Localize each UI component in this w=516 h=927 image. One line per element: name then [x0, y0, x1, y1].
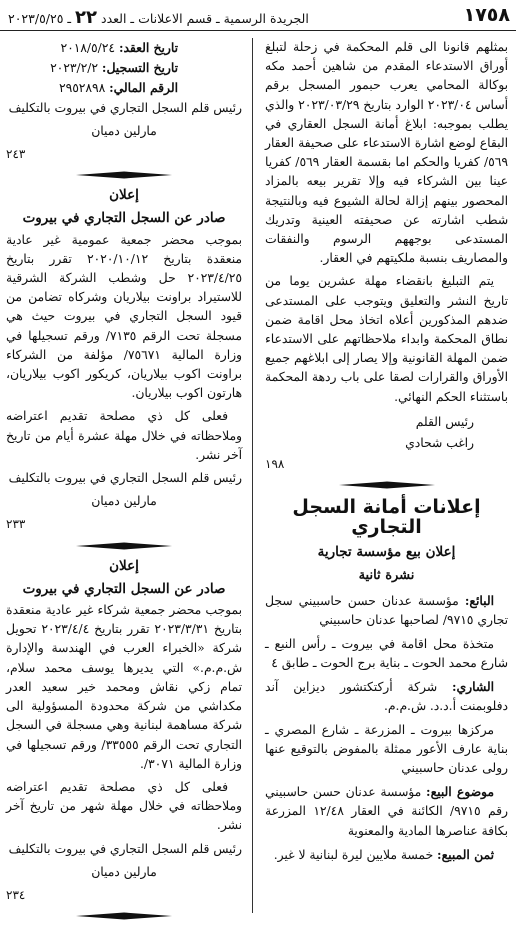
- journal-title: [8, 7, 309, 28]
- separator-ornament: [76, 170, 172, 180]
- registration-date-label: تاريخ التسجيل:: [101, 60, 178, 76]
- contract-date-label: تاريخ العقد:: [118, 40, 178, 55]
- registration-date-value: ٢٠٢٣/٢/٢: [50, 61, 98, 76]
- signature-name: راغب شحادي: [405, 436, 474, 451]
- price-value: خمسة ملايين ليرة لبنانية لا غير.: [273, 847, 434, 862]
- registrar-title: رئيس قلم السجل التجاري في بيروت بالتكليف: [8, 471, 242, 486]
- analytic-number-value: ٢٩٥٢٨٩٨: [58, 81, 106, 96]
- ad-paragraph: فعلى كل ذي مصلحة تقديم اعتراضه وملاحظاته في خلال مهلة عشرة أيام من تاريخ آخر نشر.: [6, 409, 242, 462]
- separator-ornament: [76, 911, 172, 921]
- separator-ornament: [76, 541, 172, 551]
- notice-paragraph: بمثلهم قانونا الى قلم المحكمة في زحلة لتبلغ أوراق الاستدعاء المقدم من شاهين أحمد مكه بوكالة المحامي يعرب حبمور المسجل برقم أساس ٢٠٢٣/٠٤ الوارد بتاريخ ٢٠٢٣/٠٣/٢٩ والذي يطلب بموجبه: ابلاغ أمانة السجل العقاري في البقاع لوضع اشارة الاستدعاء على صحيفة العقار ٥٦٩/ كفريا والحكم اما بقسمة العقار ٥٦٩/ كفريا عينا بين الشركاء فيه وإلا تقرير بيعه بالمزاد المحصور بينهم إزالة لحالة الشيوع فيه وبالنتيجة شطب اشارته عن صحيفته العينية وتدريك المستدعى بوجههم الرسوم والنفقات والمصاريف بنسبة ملكيتهم في العقار.: [265, 40, 509, 266]
- subject-line: [265, 782, 508, 841]
- ad-title: إعلان: [109, 187, 139, 204]
- contract-date-value: ٢٠١٨/٥/٢٤: [60, 41, 116, 55]
- sale-title: إعلان بيع مؤسسة تجارية: [317, 543, 456, 560]
- page-number: ١٧٥٨: [463, 4, 510, 26]
- notice-number: ١٩٨: [265, 457, 285, 472]
- price-line: [265, 845, 508, 865]
- analytic-number-label: الرقم المالي:: [109, 80, 178, 96]
- ad-paragraph: بموجب محضر جمعية عمومية غير عادية منعقدة بتاريخ ٢٠٢٠/١٠/١٢ تقرر بتاريخ ٢٠٢٣/٤/٢٥ حل وشطب الشركة الشرقية للاستيراد براونت بيلاريان وشركاه تضامن من قيود السجل التجاري في بيروت حيث هي مسجلة تحت الرقم ٧١٣٥/ ورقم تسجيلها في وزارة المالية ٧٥٦٧١/ مؤلفة من الشركاء براونت اكوب بيلاريان، كريكور اكوب بيلاريان، هارتون اكوب بيلاريان.: [6, 232, 242, 401]
- registrar-name: مارلين دميان: [91, 494, 157, 509]
- seller-address: متخذة محل اقامة في بيروت ـ رأس النبع ـ شارع محمد الحوت ـ بناية برج الحوت ـ طابق ٤: [265, 636, 508, 670]
- buyer-value: شركة أركتكتشور ديزاين آند دفلوبمنت أ.د.د. ش.م.م.: [265, 680, 508, 714]
- analytic-number-line: [6, 78, 242, 98]
- buyer-line: [265, 677, 508, 716]
- ad-paragraph: بموجب محضر جمعية شركاء غير عادية منعقدة بتاريخ ٢٠٢٣/٣/٣١ تقرر بتاريخ ٢٠٢٣/٤/٤ تحويل شركة «الخبراء العرب في الهندسة والإدارة ش.م.م.» التي يديرها يوسف محمد سلام، تمام زكي نقاش ومحمد خير سعيد العدر مكداشي من شركة محدودة المسؤولية الى شركة مساهمة لبنانية وهي مسجلة في السجل التجاري تحت الرقم ٣٣٥٥٥/ ورقم تسجيلها في وزارة المالية ٣٠٧١/.: [6, 603, 243, 771]
- issue-date: ـ ٢٠٢٣/٥/٢٥: [8, 11, 72, 26]
- notice-number: ٢٤٣: [6, 147, 26, 162]
- registrar-title: رئيس قلم السجل التجاري في بيروت بالتكليف: [8, 100, 242, 115]
- subject-label: موضوع البيع:: [426, 784, 494, 800]
- seller-value: مؤسسة عدنان حسن حاسبيني سجل تجاري ٩٧١٥/ لصاحبها عدنان حاسبيني: [265, 594, 508, 628]
- ad-title: إعلان: [109, 557, 139, 574]
- seller-line: [265, 591, 508, 630]
- ad-subtitle: صادر عن السجل التجاري في بيروت: [22, 580, 226, 597]
- buyer-label: الشاري:: [452, 679, 494, 695]
- signature-title: رئيس القلم: [415, 414, 474, 429]
- price-label: ثمن المبيع:: [437, 846, 494, 862]
- registration-date-line: [6, 58, 242, 78]
- ad-subtitle: صادر عن السجل التجاري في بيروت: [22, 210, 226, 227]
- notice-number: ٢٣٣: [6, 517, 26, 532]
- contract-date-line: [6, 38, 242, 58]
- sale-subtitle: نشرة ثانية: [358, 568, 415, 584]
- registrar-name: مارلين دميان: [91, 123, 157, 138]
- registrar-name: مارلين دميان: [91, 864, 157, 879]
- column-divider: [252, 38, 253, 913]
- notice-number: ٢٣٤: [6, 887, 26, 902]
- separator-ornament: [339, 480, 435, 490]
- issue-number: ٢٢: [75, 7, 98, 28]
- buyer-address: مركزها بيروت ـ المزرعة ـ شارع المصري ـ بناية عارف الأعور ممثلة بالمفوض بالتوقيع عنها رولى عدنان حاسبيني: [265, 722, 508, 775]
- seller-label: البائع:: [464, 593, 494, 609]
- page-header: [0, 0, 516, 31]
- registrar-title: رئيس قلم السجل التجاري في بيروت بالتكليف: [8, 841, 242, 856]
- notice-paragraph: يتم التبليغ بانقضاء مهلة عشرين يوما من تاريخ النشر والتعليق ويتوجب على المستدعى ضدهم المذكورين أعلاه اتخاذ محل اقامة ضمن نطاق المحكمة وابداء ملاحظاتهم على الاستدعاء ضمن المهلة القانونية وإلا يصار إلى ابلاغهم جميع الأوراق والقرارات لصقا على باب ردهة المحكمة باستثناء الحكم النهائي.: [265, 274, 508, 404]
- journal-name: الجريدة الرسمية ـ قسم الاعلانات ـ العدد: [101, 11, 309, 26]
- subject-value: مؤسسة عدنان حسن حاسبيني رقم ٩٧١٥/ الكائنة في العقار ١٢/٤٨ المزرعة بكافة عناصرها المادية والمعنوية: [265, 785, 508, 838]
- section-title: إعلانات أمانة السجل التجاري: [292, 496, 481, 538]
- ad-paragraph: فعلى كل ذي مصلحة تقديم اعتراضه وملاحظاته في خلال مهلة شهر من تاريخ آخر نشر.: [6, 779, 242, 833]
- left-column: [6, 38, 242, 927]
- right-column: [265, 38, 508, 869]
